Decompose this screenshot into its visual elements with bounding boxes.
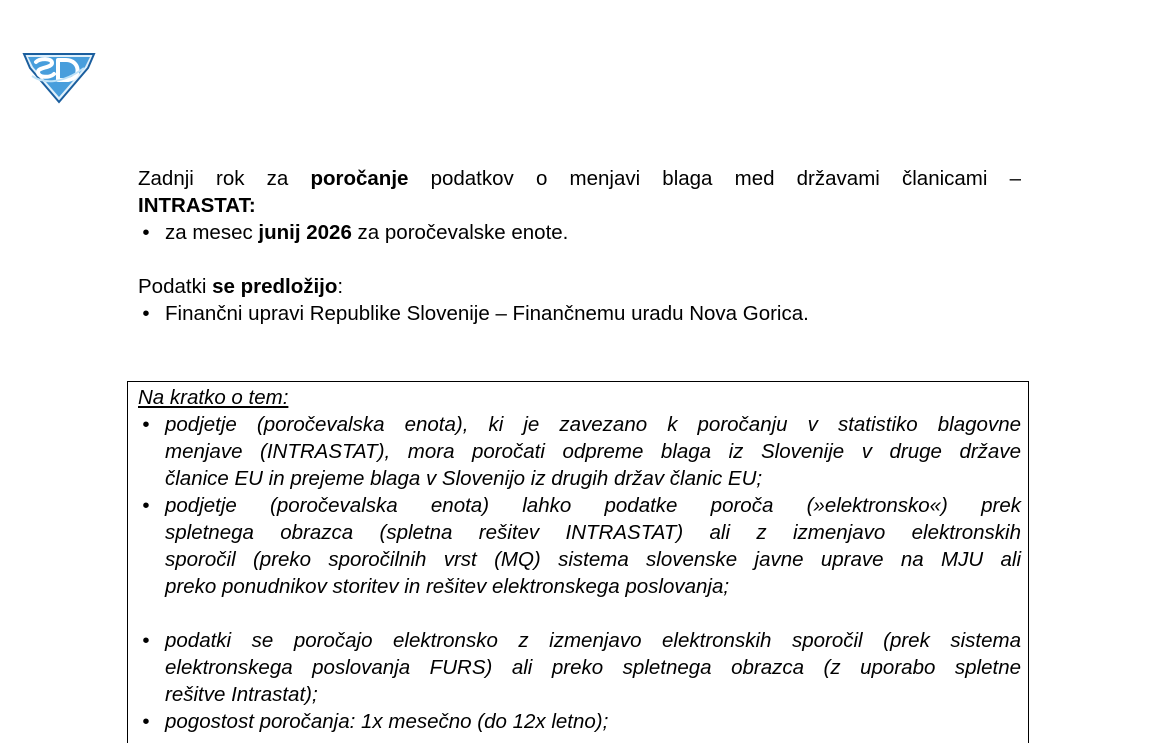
bullet-icon: • xyxy=(142,221,150,244)
bullet-icon: • xyxy=(142,302,150,325)
submission-text: Podatki se predložijo: xyxy=(138,275,344,298)
bullet-icon: • xyxy=(142,629,150,652)
company-logo xyxy=(22,48,96,104)
bullet-icon: • xyxy=(142,710,150,733)
sd-shield-logo-icon xyxy=(22,48,96,104)
list-item: • podjetje (poročevalska enota) lahko podatke poroča (»elektronsko«) prek spletnega obrazca (spletna rešitev INTRASTAT) ali z izmenjavo elektronskih sporočil (preko sporočilnih vrst (MQ) sistema slovenske javne uprave na MJU ali preko ponudnikov storitev in rešitev elektronskega poslovanja; xyxy=(138,492,1021,600)
summary-box xyxy=(127,381,1029,743)
list-item: • pogostost poročanja: 1x mesečno (do 12x letno); xyxy=(138,708,1021,735)
deadline-text: Zadnji rok za poročanje podatkov o menjavi blaga med državami članicami – xyxy=(138,167,1021,190)
bullet-icon: • xyxy=(142,413,150,436)
submission-section xyxy=(138,273,1021,327)
deadline-bullet: • za mesec junij 2026 za poročevalske enote. xyxy=(138,219,1021,246)
bullet-icon: • xyxy=(142,494,150,517)
list-item: • podjetje (poročevalska enota), ki je zavezano k poročanju v statistiko blagovne menjave (INTRASTAT), mora poročati odpreme blaga iz Slovenije v druge države članice EU in prejeme blaga v Slovenijo iz drugih držav članic EU; xyxy=(138,411,1021,492)
submission-bullet: • Finančni upravi Republike Slovenije – Finančnemu uradu Nova Gorica. xyxy=(138,300,1021,327)
deadline-subject: INTRASTAT: xyxy=(138,194,256,217)
deadline-section xyxy=(138,165,1021,246)
summary-title: Na kratko o tem: xyxy=(138,386,289,409)
list-item: • podatki se poročajo elektronsko z izmenjavo elektronskih sporočil (prek sistema elektronskega poslovanja FURS) ali preko spletnega obrazca (z uporabo spletne rešitve Intrastat); xyxy=(138,627,1021,708)
